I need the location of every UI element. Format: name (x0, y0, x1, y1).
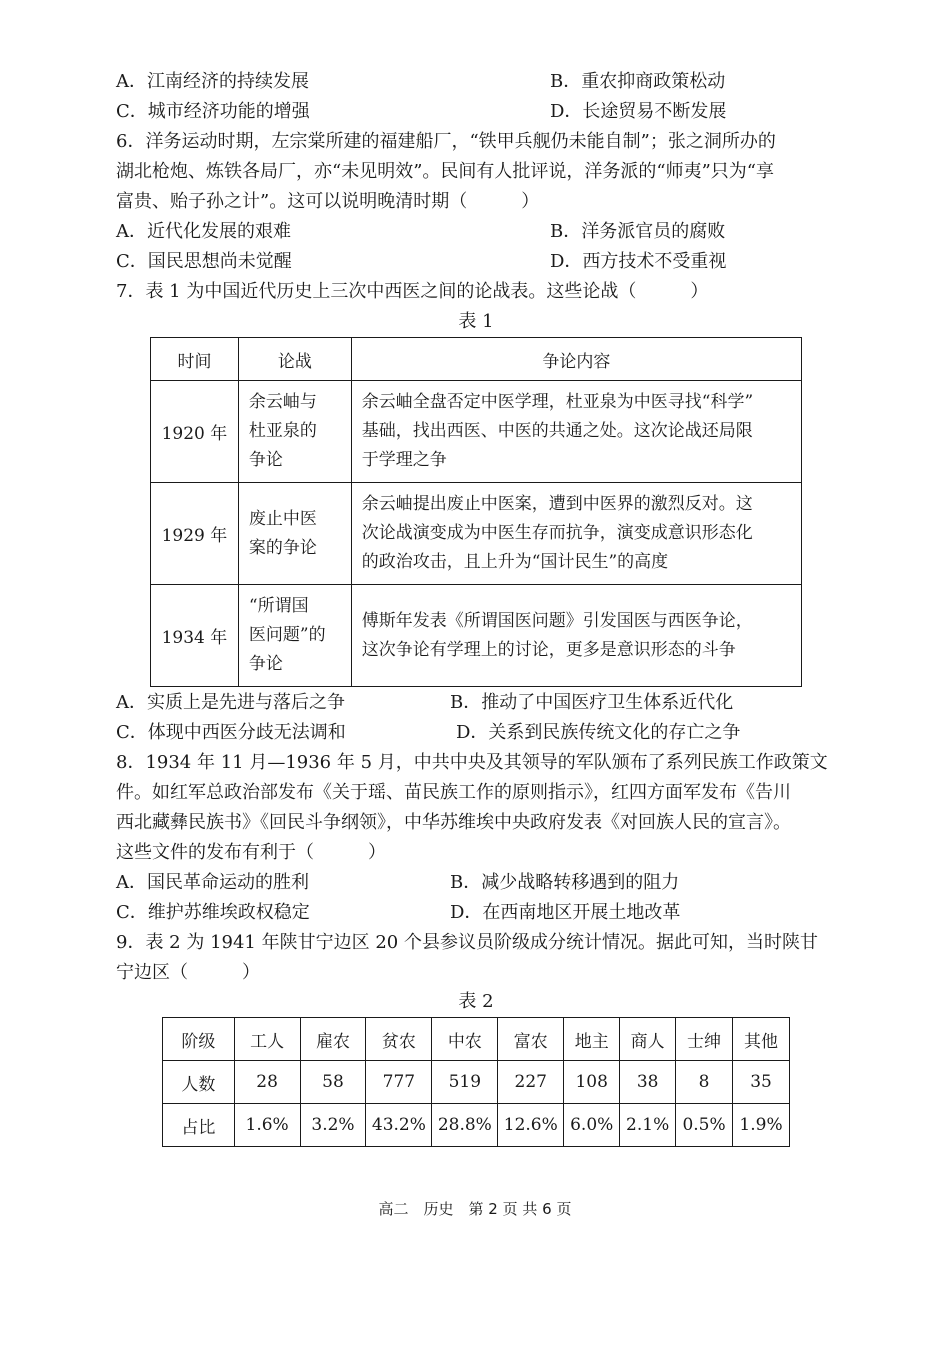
table-2 (162, 1017, 790, 1147)
table-1-debate-cell (238, 483, 351, 585)
cell-line: 争论 (248, 654, 283, 674)
cell-line: 余云岫全盘否定中医学理，杜亚泉为中医寻找“科学” (361, 392, 754, 412)
cell-line: 争论 (248, 450, 283, 470)
class-cell: 雇农 (300, 1018, 366, 1061)
q5-option-b: B．重农抑商政策松动 (550, 71, 726, 92)
table-1-debate-cell (238, 585, 351, 687)
ratio-cell: 28.8% (432, 1104, 498, 1147)
table-1-content-cell (351, 381, 801, 483)
table-1-content-cell (351, 585, 801, 687)
class-cell: 地主 (564, 1018, 620, 1061)
count-cell: 519 (432, 1061, 498, 1104)
class-cell: 工人 (234, 1018, 300, 1061)
q6-option-c: C．国民思想尚未觉醒 (116, 251, 292, 272)
ratio-cell: 1.6% (234, 1104, 300, 1147)
ratio-cell: 12.6% (498, 1104, 564, 1147)
table-row (151, 483, 802, 585)
count-cell: 35 (733, 1061, 790, 1104)
table-1-time-cell: 1929 年 (151, 483, 239, 585)
class-cell: 士绅 (676, 1018, 733, 1061)
cell-line: 基础，找出西医、中医的共通之处。这次论战还局限 (361, 421, 753, 441)
table-1-header-debate: 论战 (238, 338, 351, 381)
cell-line: 的政治攻击，且上升为“国计民生”的高度 (361, 552, 669, 572)
cell-line: 次论战演变成为中医生存而抗争，演变成意识形态化 (361, 523, 753, 543)
table-1-time-cell: 1934 年 (151, 585, 239, 687)
cell-line: 余云岫提出废止中医案，遭到中医界的激烈反对。这 (361, 494, 753, 514)
q8-stem-line-4: 这些文件的发布有利于（ ） (116, 842, 386, 863)
ratio-cell: 43.2% (366, 1104, 432, 1147)
q9-stem-line-2: 宁边区（ ） (116, 962, 260, 983)
q8-option-a: A．国民革命运动的胜利 (116, 872, 309, 893)
table-row (163, 1018, 790, 1061)
q7-stem: 7．表 1 为中国近代历史上三次中西医之间的论战表。这些论战（ ） (116, 281, 709, 302)
class-cell: 中农 (432, 1018, 498, 1061)
q6-stem-line-3: 富贵、贻子孙之计”。这可以说明晚清时期（ ） (116, 191, 540, 212)
ratio-cell: 1.9% (733, 1104, 790, 1147)
q5-option-c: C．城市经济功能的增强 (116, 101, 310, 122)
count-cell: 777 (366, 1061, 432, 1104)
q7-option-b: B．推动了中国医疗卫生体系近代化 (450, 692, 734, 713)
cell-line: 于学理之争 (361, 450, 447, 470)
q5-option-d: D．长途贸易不断发展 (550, 101, 727, 122)
q6-option-b: B．洋务派官员的腐败 (550, 221, 726, 242)
table-1-debate-cell (238, 381, 351, 483)
ratio-cell: 2.1% (620, 1104, 676, 1147)
cell-line: 余云岫与 (248, 392, 317, 412)
table-1-header-time: 时间 (151, 338, 239, 381)
count-cell: 227 (498, 1061, 564, 1104)
ratio-cell: 0.5% (676, 1104, 733, 1147)
table-2-row-label: 人数 (163, 1061, 235, 1104)
q5-option-a: A．江南经济的持续发展 (116, 71, 309, 92)
q6-option-d: D．西方技术不受重视 (550, 251, 727, 272)
table-1-content-cell (351, 483, 801, 585)
table-2-row-label: 阶级 (163, 1018, 235, 1061)
cell-line: 傅斯年发表《所谓国医问题》引发国医与西医争论， (361, 610, 753, 631)
q8-option-c: C．维护苏维埃政权稳定 (116, 902, 310, 923)
count-cell: 8 (676, 1061, 733, 1104)
table-row (163, 1061, 790, 1104)
ratio-cell: 3.2% (300, 1104, 366, 1147)
q8-stem-line-2: 件。如红军总政治部发布《关于瑶、苗民族工作的原则指示》，红四方面军发布《告川 (116, 782, 791, 803)
table-row (163, 1104, 790, 1147)
q8-stem-line-3: 西北藏彝民族书》《回民斗争纲领》，中华苏维埃中央政府发表《对回族人民的宣言》。 (116, 812, 791, 833)
cell-line: 这次争论有学理上的讨论，更多是意识形态的斗争 (361, 639, 736, 660)
cell-line: 杜亚泉的 (248, 421, 317, 441)
q6-option-a: A．近代化发展的艰难 (116, 221, 291, 242)
page-footer: 高二 历史 第 2 页 共 6 页 (378, 1200, 572, 1218)
q7-option-a: A．实质上是先进与落后之争 (116, 692, 345, 713)
table-1-caption: 表 1 (458, 311, 494, 332)
q8-stem-line-1: 8．1934 年 11 月—1936 年 5 月，中共中央及其领导的军队颁布了系列民族工作政策文 (116, 752, 828, 773)
class-cell: 商人 (620, 1018, 676, 1061)
q7-option-c: C．体现中西医分歧无法调和 (116, 722, 346, 743)
table-1 (150, 337, 802, 687)
cell-line: “所谓国 (248, 596, 309, 616)
class-cell: 其他 (733, 1018, 790, 1061)
table-row (151, 585, 802, 687)
ratio-cell: 6.0% (564, 1104, 620, 1147)
table-1-header-content: 争论内容 (351, 338, 801, 381)
count-cell: 58 (300, 1061, 366, 1104)
table-row (151, 381, 802, 483)
class-cell: 富农 (498, 1018, 564, 1061)
q6-stem-line-1: 6．洋务运动时期，左宗棠所建的福建船厂，“铁甲兵舰仍未能自制”；张之洞所办的 (116, 131, 776, 152)
q7-option-d: D．关系到民族传统文化的存亡之争 (456, 722, 741, 743)
table-1-time-cell: 1920 年 (151, 381, 239, 483)
q8-option-b: B．减少战略转移遇到的阻力 (450, 872, 680, 893)
cell-line: 案的争论 (248, 537, 317, 558)
count-cell: 28 (234, 1061, 300, 1104)
cell-line: 废止中医 (248, 508, 317, 529)
table-2-row-label: 占比 (163, 1104, 235, 1147)
table-2-caption: 表 2 (458, 991, 494, 1012)
count-cell: 108 (564, 1061, 620, 1104)
q6-stem-line-2: 湖北枪炮、炼铁各局厂，亦“未见明效”。民间有人批评说，洋务派的“师夷”只为“享 (116, 161, 775, 182)
class-cell: 贫农 (366, 1018, 432, 1061)
count-cell: 38 (620, 1061, 676, 1104)
q8-option-d: D．在西南地区开展土地改革 (450, 902, 681, 923)
q9-stem-line-1: 9．表 2 为 1941 年陕甘宁边区 20 个县参议员阶级成分统计情况。据此可知，当时陕甘 (116, 932, 818, 953)
cell-line: 医问题”的 (248, 625, 326, 645)
